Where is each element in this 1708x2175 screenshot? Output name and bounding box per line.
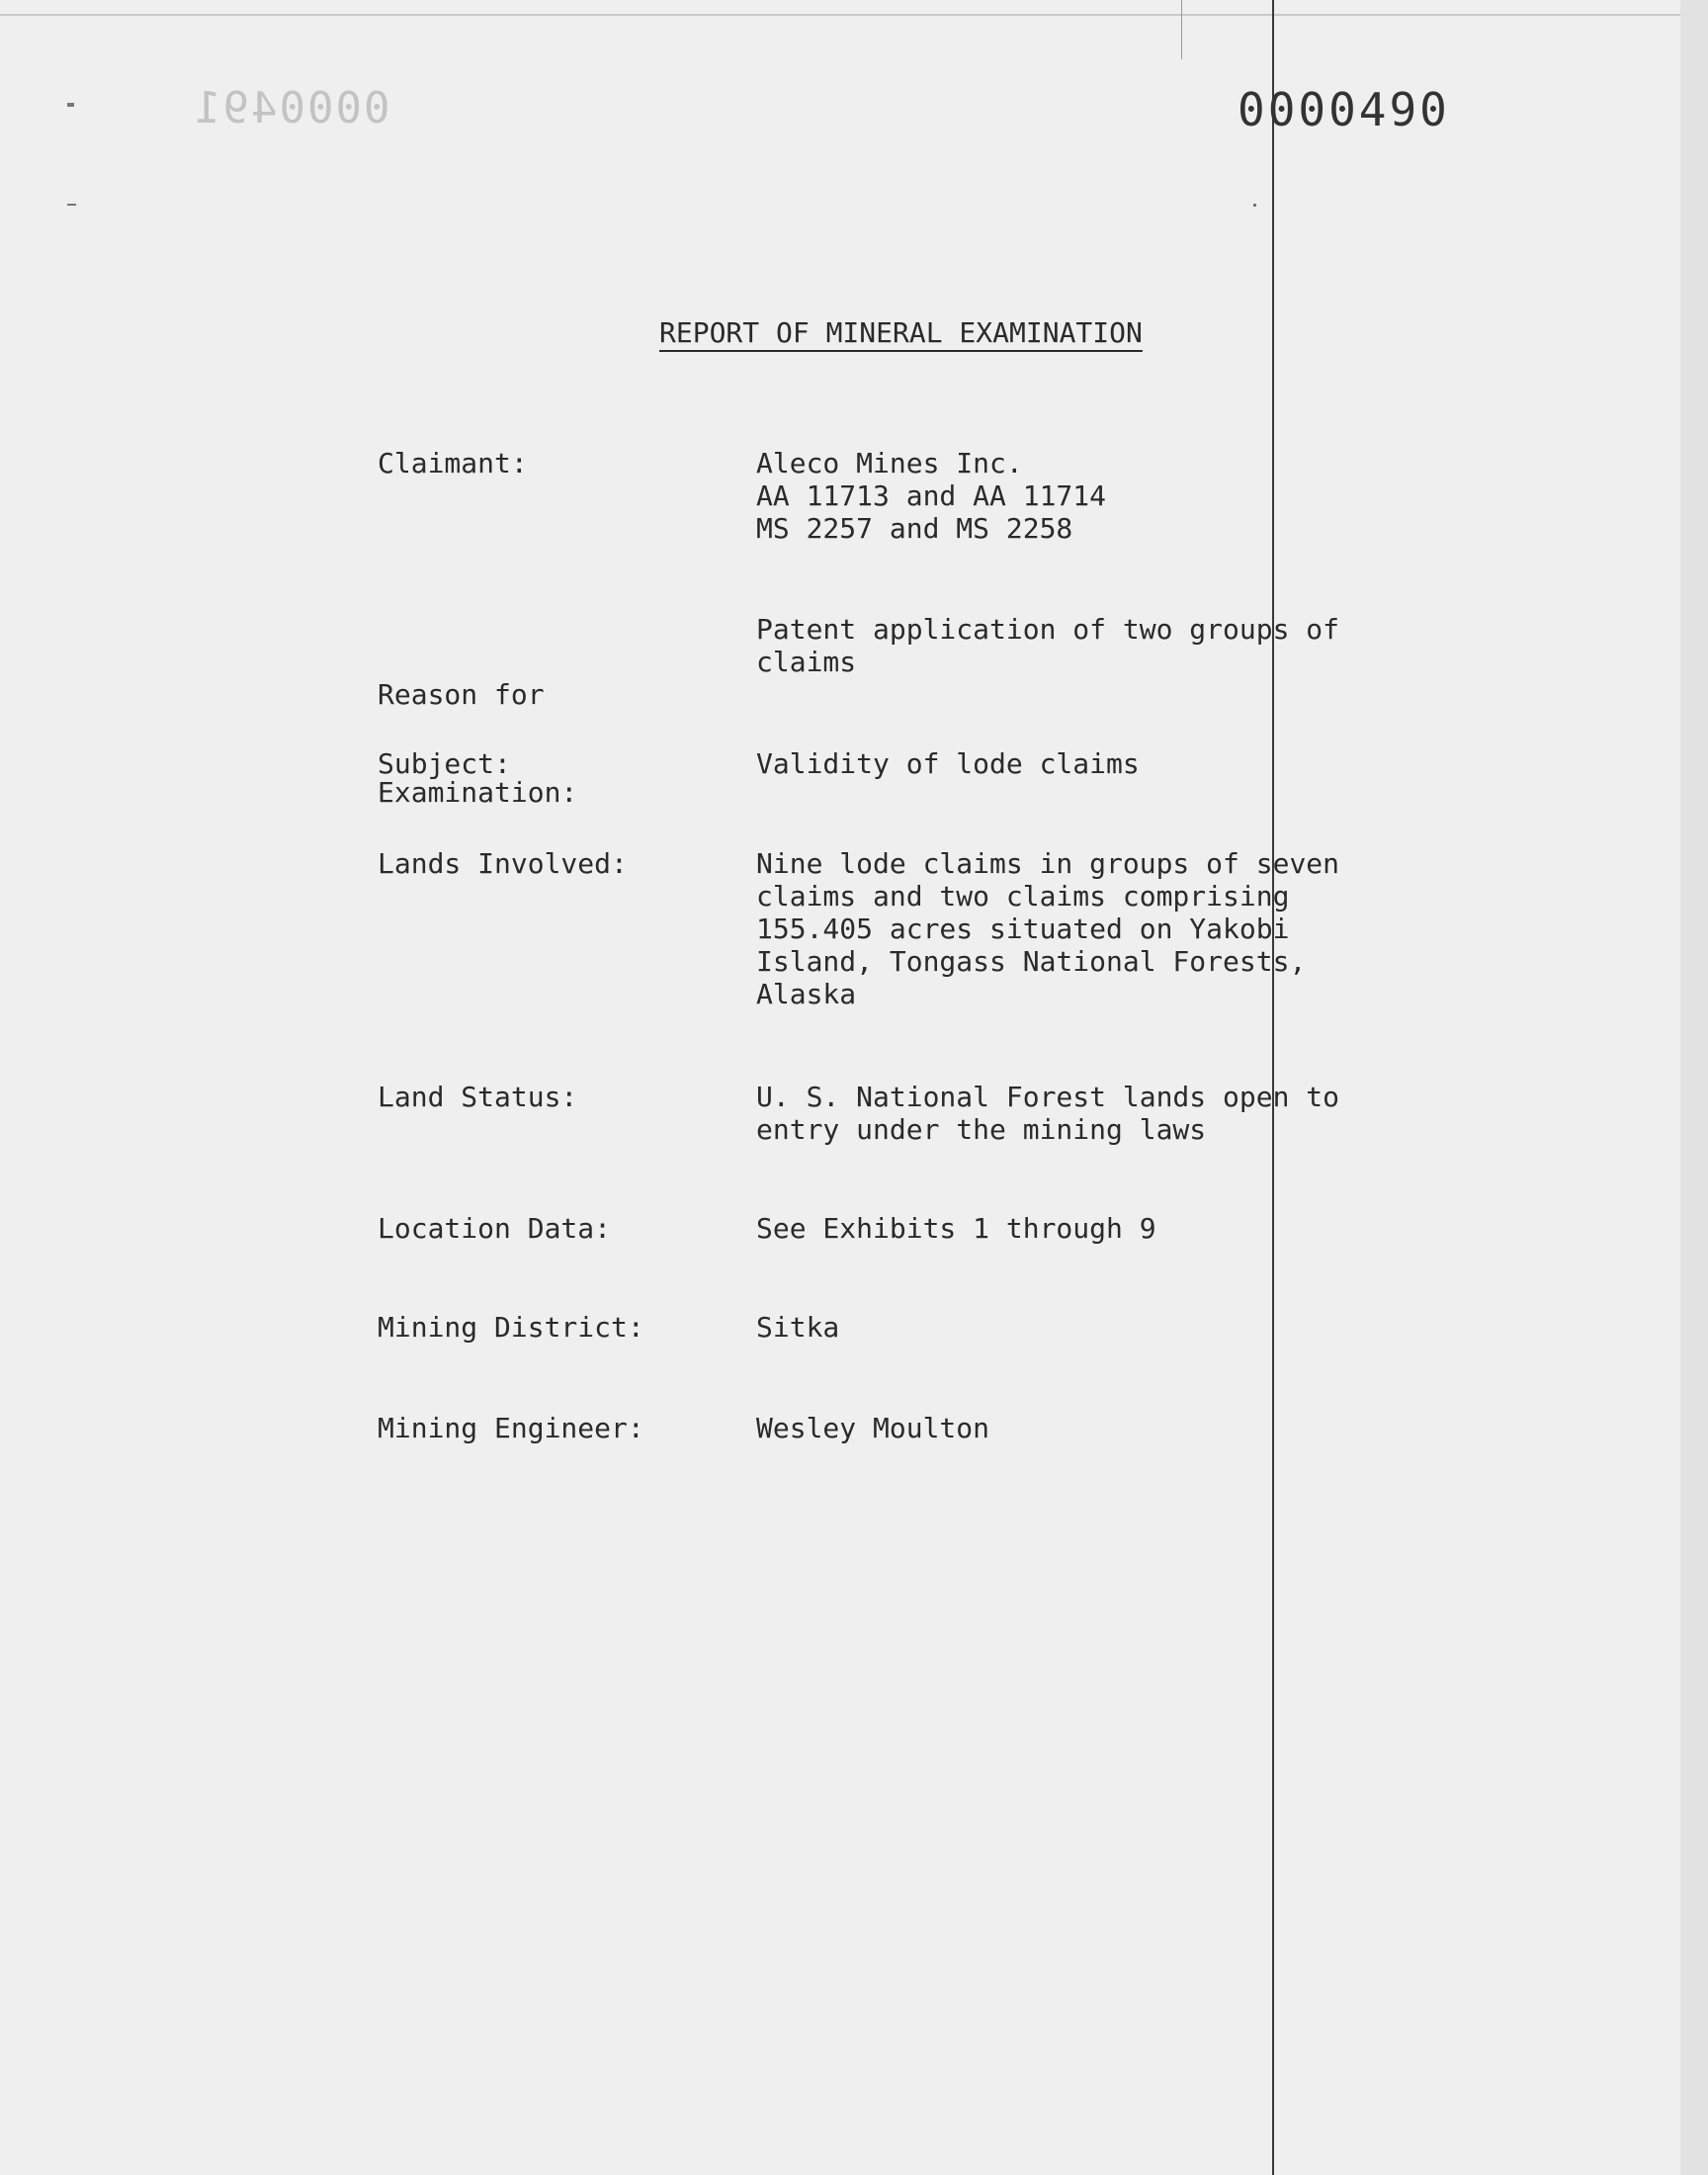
field-label: Claimant:	[378, 447, 528, 479]
field-value: Sitka	[756, 1311, 840, 1344]
scan-speck	[1253, 204, 1256, 207]
stamp-number: 0000490	[1238, 83, 1450, 136]
faint-fold-line	[1181, 0, 1182, 59]
field-label: Mining District:	[378, 1311, 644, 1344]
field-label: Location Data:	[378, 1212, 612, 1245]
page-right-shade	[1680, 0, 1708, 2175]
page-title: REPORT OF MINERAL EXAMINATION	[659, 316, 1143, 349]
field-label: Subject:	[378, 747, 511, 780]
field-label: Mining Engineer:	[378, 1412, 644, 1444]
field-label: Land Status:	[378, 1081, 578, 1113]
scan-speck	[67, 204, 76, 206]
field-label: Lands Involved:	[378, 847, 628, 880]
faded-stamp-number: 0000491	[193, 83, 390, 133]
field-value: Wesley Moulton	[756, 1412, 990, 1444]
field-value: Aleco Mines Inc. AA 11713 and AA 11714 MS 2257 and MS 2258	[756, 447, 1107, 545]
field-value: Patent application of two groups of claims	[756, 613, 1340, 678]
page-top-edge	[0, 14, 1708, 16]
field-label: Reason for Examination:	[378, 678, 578, 809]
field-value: Nine lode claims in groups of seven claims and two claims comprising 155.405 acres situated on Yakobi Island, Tongass National Forests, Alaska	[756, 847, 1340, 1010]
scan-speck	[67, 103, 74, 107]
field-value: U. S. National Forest lands open to entry under the mining laws	[756, 1081, 1340, 1146]
field-value: Validity of lode claims	[756, 747, 1140, 780]
field-value: See Exhibits 1 through 9	[756, 1212, 1156, 1245]
